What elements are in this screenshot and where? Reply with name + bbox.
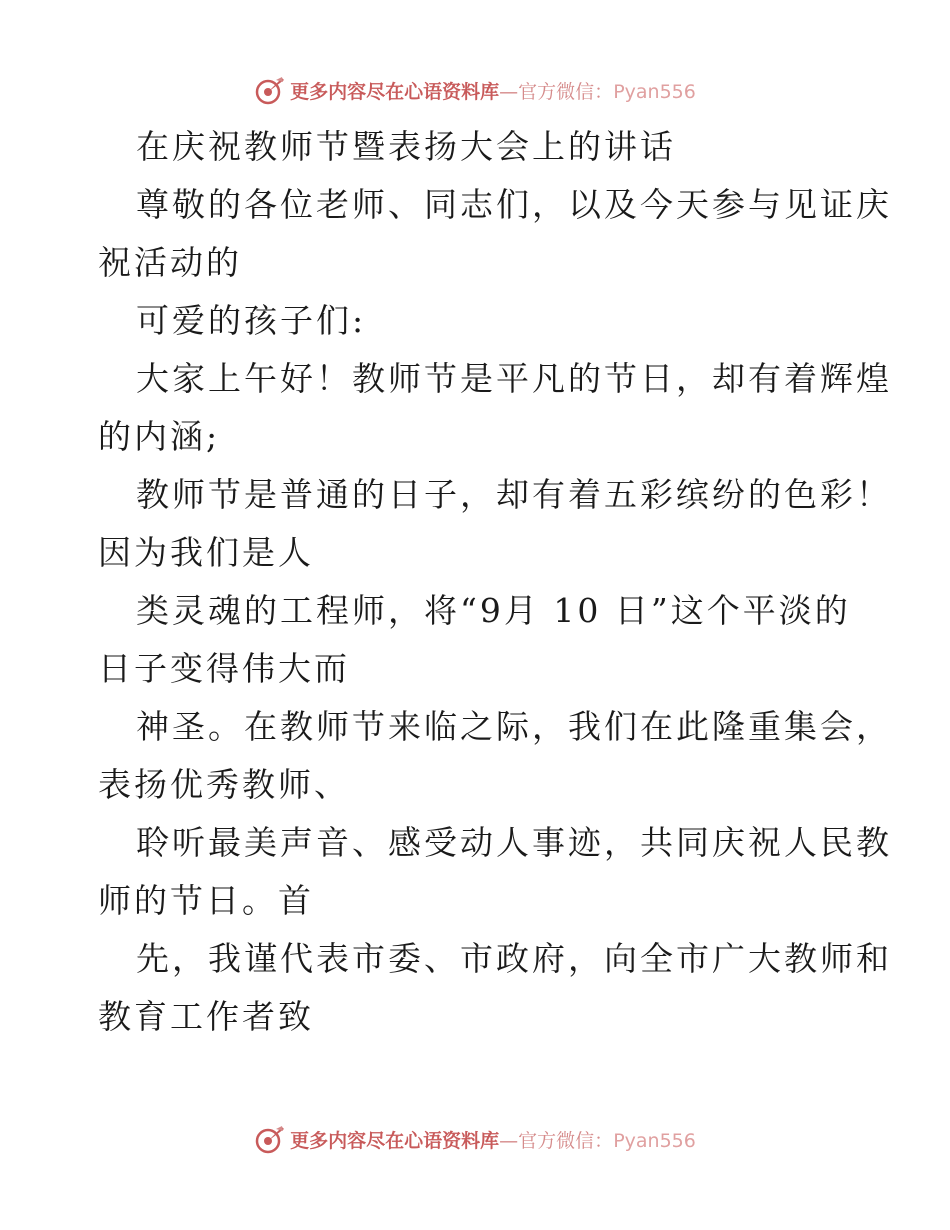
doc-line: 祝活动的 [98, 243, 242, 282]
doc-line: 聆听最美声音、感受动人事迹，共同庆祝人民教 [136, 823, 892, 862]
doc-line: 师的节日。首 [98, 881, 314, 920]
doc-line: 类灵魂的工程师，将“9月 10 日”这个平淡的 [136, 591, 851, 630]
document-body [98, 118, 892, 1046]
watermark-text [290, 77, 696, 104]
doc-line: 可爱的孩子们: [136, 301, 367, 340]
quill-pen-logo-icon [254, 1123, 286, 1155]
header-watermark [0, 70, 950, 110]
doc-line: 神圣。在教师节来临之际，我们在此隆重集会， [136, 707, 892, 746]
doc-line: 日子变得伟大而 [98, 649, 350, 688]
doc-line: 在庆祝教师节暨表扬大会上的讲话 [136, 127, 676, 166]
doc-line: 教师节是普通的日子，却有着五彩缤纷的色彩！ [136, 475, 892, 514]
watermark-text [290, 1126, 696, 1153]
watermark-sub: 官方微信： [518, 1129, 614, 1152]
doc-line: 先，我谨代表市委、市政府，向全市广大教师和 [136, 939, 892, 978]
watermark-id: Pyan556 [613, 1129, 696, 1152]
doc-line: 教育工作者致 [98, 997, 314, 1036]
watermark-main: 更多内容尽在心语资料库 [290, 1129, 500, 1152]
doc-line: 表扬优秀教师、 [98, 765, 350, 804]
quill-pen-logo-icon [254, 74, 286, 106]
watermark-id: Pyan556 [613, 80, 696, 103]
watermark-main: 更多内容尽在心语资料库 [290, 80, 500, 103]
watermark-dash: — [499, 1129, 519, 1152]
doc-line: 因为我们是人 [98, 533, 314, 572]
doc-line: 的内涵; [98, 417, 221, 456]
doc-line: 大家上午好！教师节是平凡的节日，却有着辉煌 [136, 359, 892, 398]
footer-watermark [0, 1119, 950, 1159]
doc-line: 尊敬的各位老师、同志们，以及今天参与见证庆 [136, 185, 892, 224]
watermark-sub: 官方微信： [518, 80, 614, 103]
watermark-dash: — [499, 80, 519, 103]
